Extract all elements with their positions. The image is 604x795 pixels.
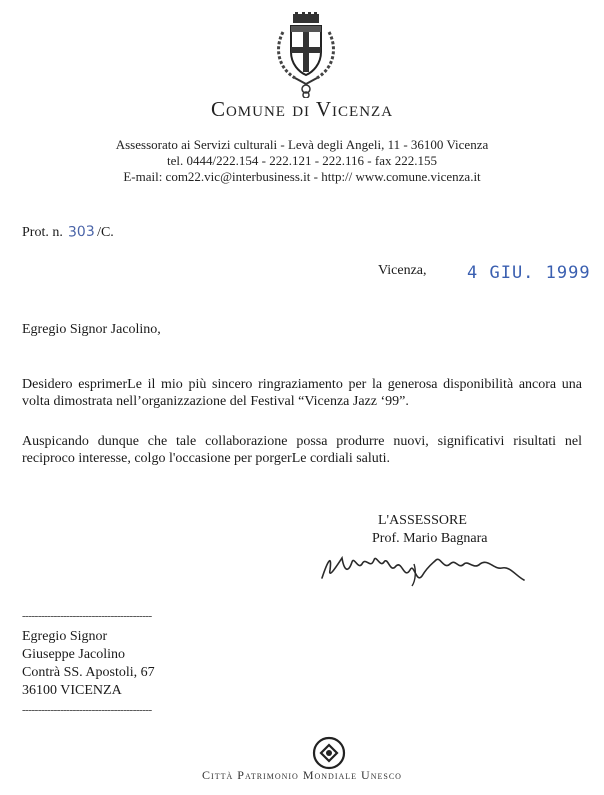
protocol-number: 303 bbox=[68, 223, 96, 241]
org-name: Comune di Vicenza bbox=[210, 97, 394, 121]
address-separator-top: ----------------------------------------- bbox=[22, 610, 152, 622]
signatory-name: Prof. Mario Bagnara bbox=[372, 531, 488, 546]
coat-of-arms-icon bbox=[273, 12, 339, 98]
protocol-prefix: Prot. n. bbox=[22, 225, 63, 240]
protocol-suffix: /C. bbox=[97, 225, 114, 240]
address-line: 36100 VICENZA bbox=[22, 683, 122, 698]
handwritten-signature bbox=[318, 540, 528, 588]
address-separator-bottom: ----------------------------------------- bbox=[22, 704, 152, 716]
dateline-place: Vicenza, bbox=[378, 263, 427, 278]
protocol-line bbox=[22, 224, 114, 241]
date-stamp: 4 GIU. 1999 bbox=[467, 263, 591, 283]
department-line: Assessorato ai Servizi culturali - Levà degli Angeli, 11 - 36100 Vicenza bbox=[115, 137, 489, 152]
footer-text: Città Patrimonio Mondiale Unesco bbox=[202, 768, 402, 782]
paragraph-2: Auspicando dunque che tale collaborazione possa produrre nuovi, significativi risultati nel reciproco interesse, colgo l'occasione per porgerLe cordiali saluti. bbox=[22, 434, 582, 466]
unesco-heritage-icon bbox=[312, 736, 346, 770]
address-line: Egregio Signor bbox=[22, 629, 108, 644]
signatory-title: L'ASSESSORE bbox=[378, 513, 467, 528]
phone-line: tel. 0444/222.154 - 222.121 - 222.116 - fax 222.155 bbox=[167, 153, 437, 168]
address-line: Contrà SS. Apostoli, 67 bbox=[22, 665, 155, 680]
email-line: E-mail: com22.vic@interbusiness.it - http:// www.comune.vicenza.it bbox=[123, 169, 481, 184]
address-line: Giuseppe Jacolino bbox=[22, 647, 126, 662]
salutation: Egregio Signor Jacolino, bbox=[22, 322, 161, 337]
paragraph-1: Desidero esprimerLe il mio più sincero ringraziamento per la generosa disponibilità ancora una volta dimostrata nell’organizzazione del Festival “Vicenza Jazz ‘99”. bbox=[22, 377, 582, 409]
